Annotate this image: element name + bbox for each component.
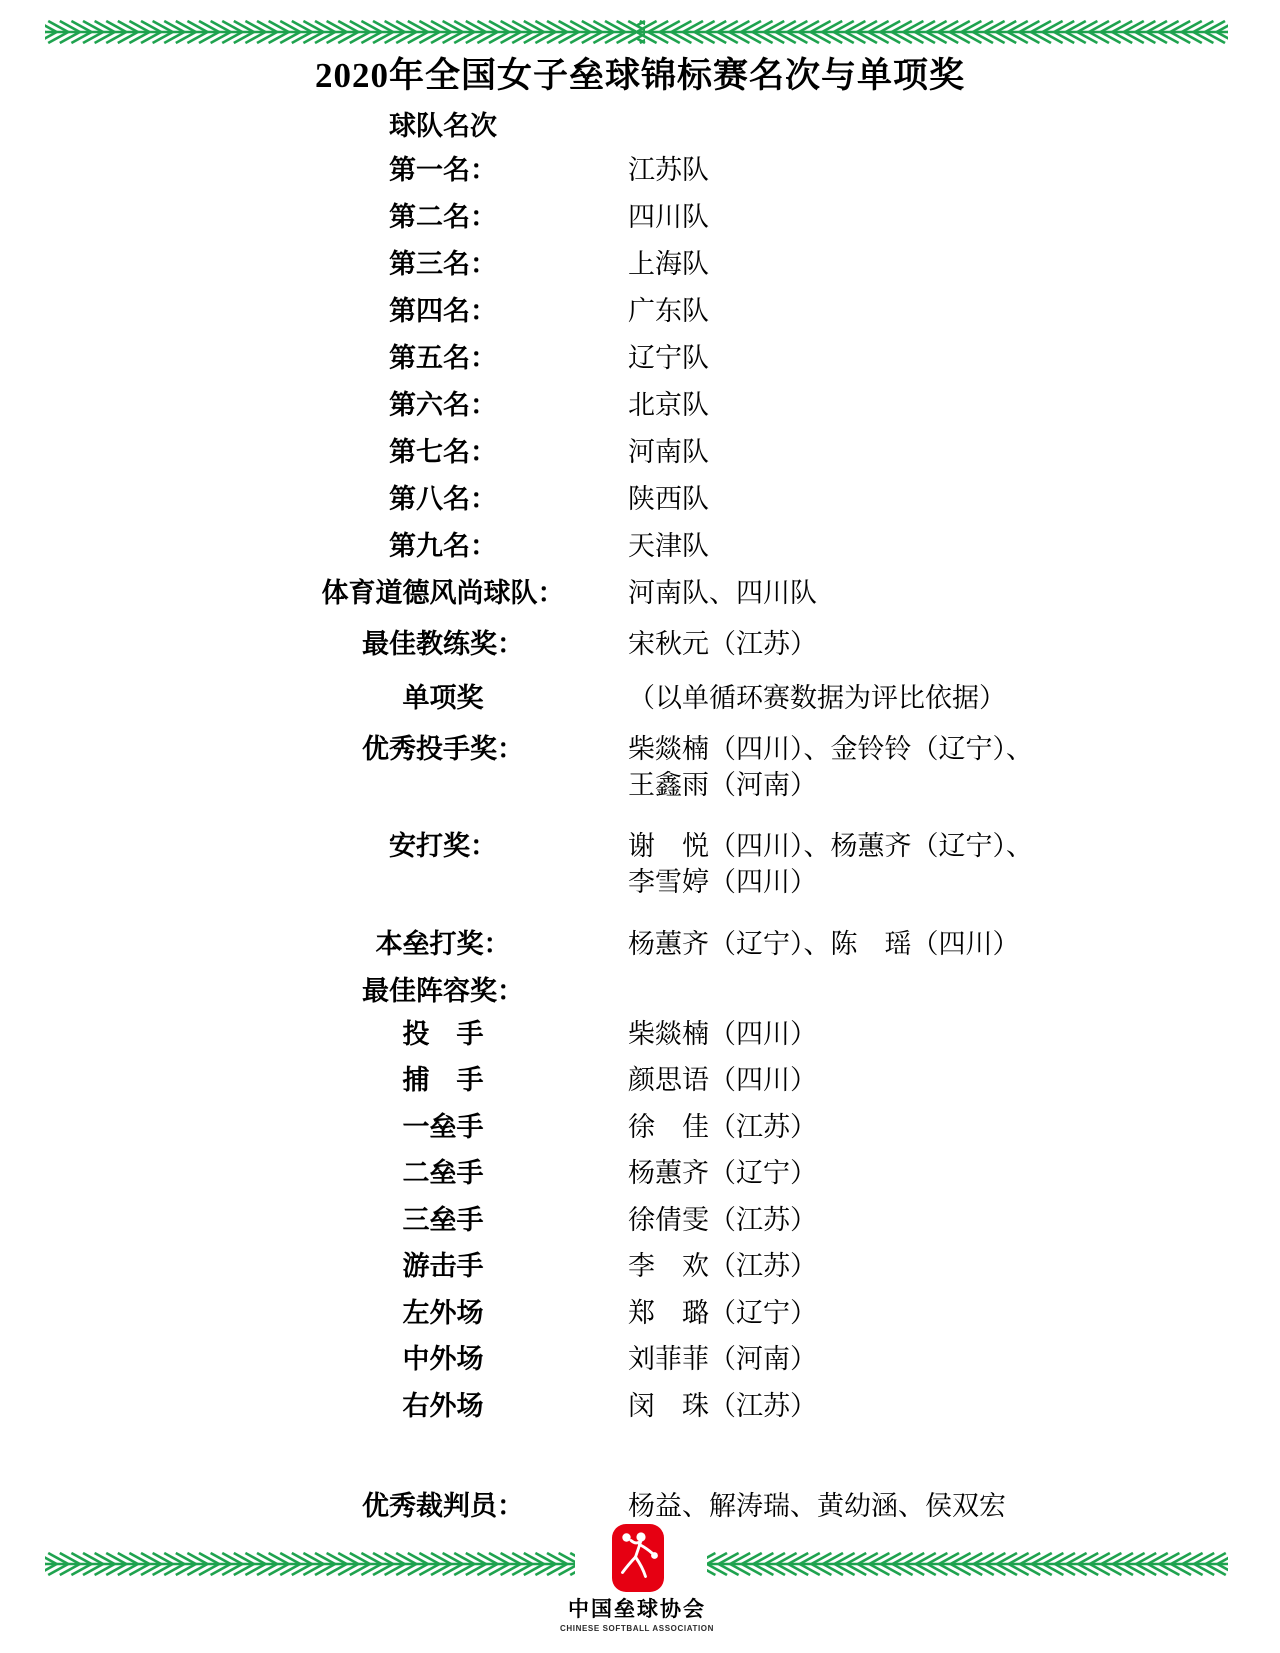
row-value: 徐 佳（江苏）: [628, 1112, 817, 1142]
row-value: 颜思语（四川）: [628, 1065, 817, 1095]
row-label: 优秀裁判员：: [362, 1491, 524, 1521]
row-value: 辽宁队: [628, 343, 709, 373]
row-label: 第九名：: [389, 531, 497, 561]
row-value: （以单循环赛数据为评比依据）: [628, 683, 1006, 713]
association-name-cn: 中国垒球协会: [568, 1598, 706, 1621]
row-label: 左外场: [402, 1298, 484, 1328]
row-label: 第八名：: [389, 484, 497, 514]
row-label: 安打奖：: [389, 831, 497, 861]
row-label: 二垒手: [402, 1158, 484, 1188]
row-value: 广东队: [628, 296, 709, 326]
row-label: 第一名：: [389, 155, 497, 185]
page-title: 2020年全国女子垒球锦标赛名次与单项奖: [314, 56, 965, 95]
row-value: 河南队、四川队: [628, 578, 817, 608]
row-label: 第六名：: [389, 390, 497, 420]
row-label: 最佳教练奖：: [362, 629, 524, 659]
row-value: 北京队: [628, 390, 709, 420]
row-label: 第三名：: [389, 249, 497, 279]
row-label: 体育道德风尚球队：: [321, 578, 565, 608]
softball-stitch-border-bottom-left-icon: [45, 1551, 575, 1577]
row-value: 宋秋元（江苏）: [628, 629, 817, 659]
row-label: 第四名：: [389, 296, 497, 326]
row-value: 江苏队: [628, 155, 709, 185]
row-value: 上海队: [628, 249, 709, 279]
row-value: 柴燚楠（四川）: [628, 1019, 817, 1049]
row-label: 最佳阵容奖：: [362, 976, 524, 1006]
row-value: 谢 悦（四川）、杨蕙齐（辽宁）、: [628, 831, 1033, 861]
row-label: 第五名：: [389, 343, 497, 373]
row-label: 球队名次: [389, 111, 497, 141]
row-label: 捕 手: [402, 1065, 484, 1095]
row-value: 杨蕙齐（辽宁）、陈 瑶（四川）: [628, 929, 1020, 959]
row-value-line2: 李雪婷（四川）: [628, 867, 817, 897]
row-value: 天津队: [628, 531, 709, 561]
row-value: 四川队: [628, 202, 709, 232]
row-label: 投 手: [402, 1019, 484, 1049]
row-value: 郑 璐（辽宁）: [628, 1298, 817, 1328]
row-label: 第七名：: [389, 437, 497, 467]
row-label: 第二名：: [389, 202, 497, 232]
row-label: 中外场: [402, 1344, 484, 1374]
row-value: 闵 珠（江苏）: [628, 1391, 817, 1421]
row-label: 三垒手: [402, 1205, 484, 1235]
softball-pitcher-logo-icon: [612, 1524, 664, 1592]
row-label: 本垒打奖：: [375, 929, 511, 959]
row-value: 河南队: [628, 437, 709, 467]
association-name-en: CHINESE SOFTBALL ASSOCIATION: [560, 1624, 714, 1633]
row-value: 刘菲菲（河南）: [628, 1344, 817, 1374]
row-label: 右外场: [402, 1391, 484, 1421]
row-value: 杨益、解涛瑞、黄幼涵、侯双宏: [628, 1491, 1006, 1521]
row-value-line2: 王鑫雨（河南）: [628, 770, 817, 800]
row-label: 单项奖: [402, 683, 484, 713]
softball-stitch-border-top-icon: [45, 19, 1228, 45]
row-label: 一垒手: [402, 1112, 484, 1142]
row-label: 优秀投手奖：: [362, 734, 524, 764]
row-value: 陕西队: [628, 484, 709, 514]
row-value: 柴燚楠（四川）、金铃铃（辽宁）、: [628, 734, 1033, 764]
row-value: 徐倩雯（江苏）: [628, 1205, 817, 1235]
row-label: 游击手: [402, 1251, 484, 1281]
row-value: 李 欢（江苏）: [628, 1251, 817, 1281]
row-value: 杨蕙齐（辽宁）: [628, 1158, 817, 1188]
softball-stitch-border-bottom-right-icon: [707, 1551, 1228, 1577]
